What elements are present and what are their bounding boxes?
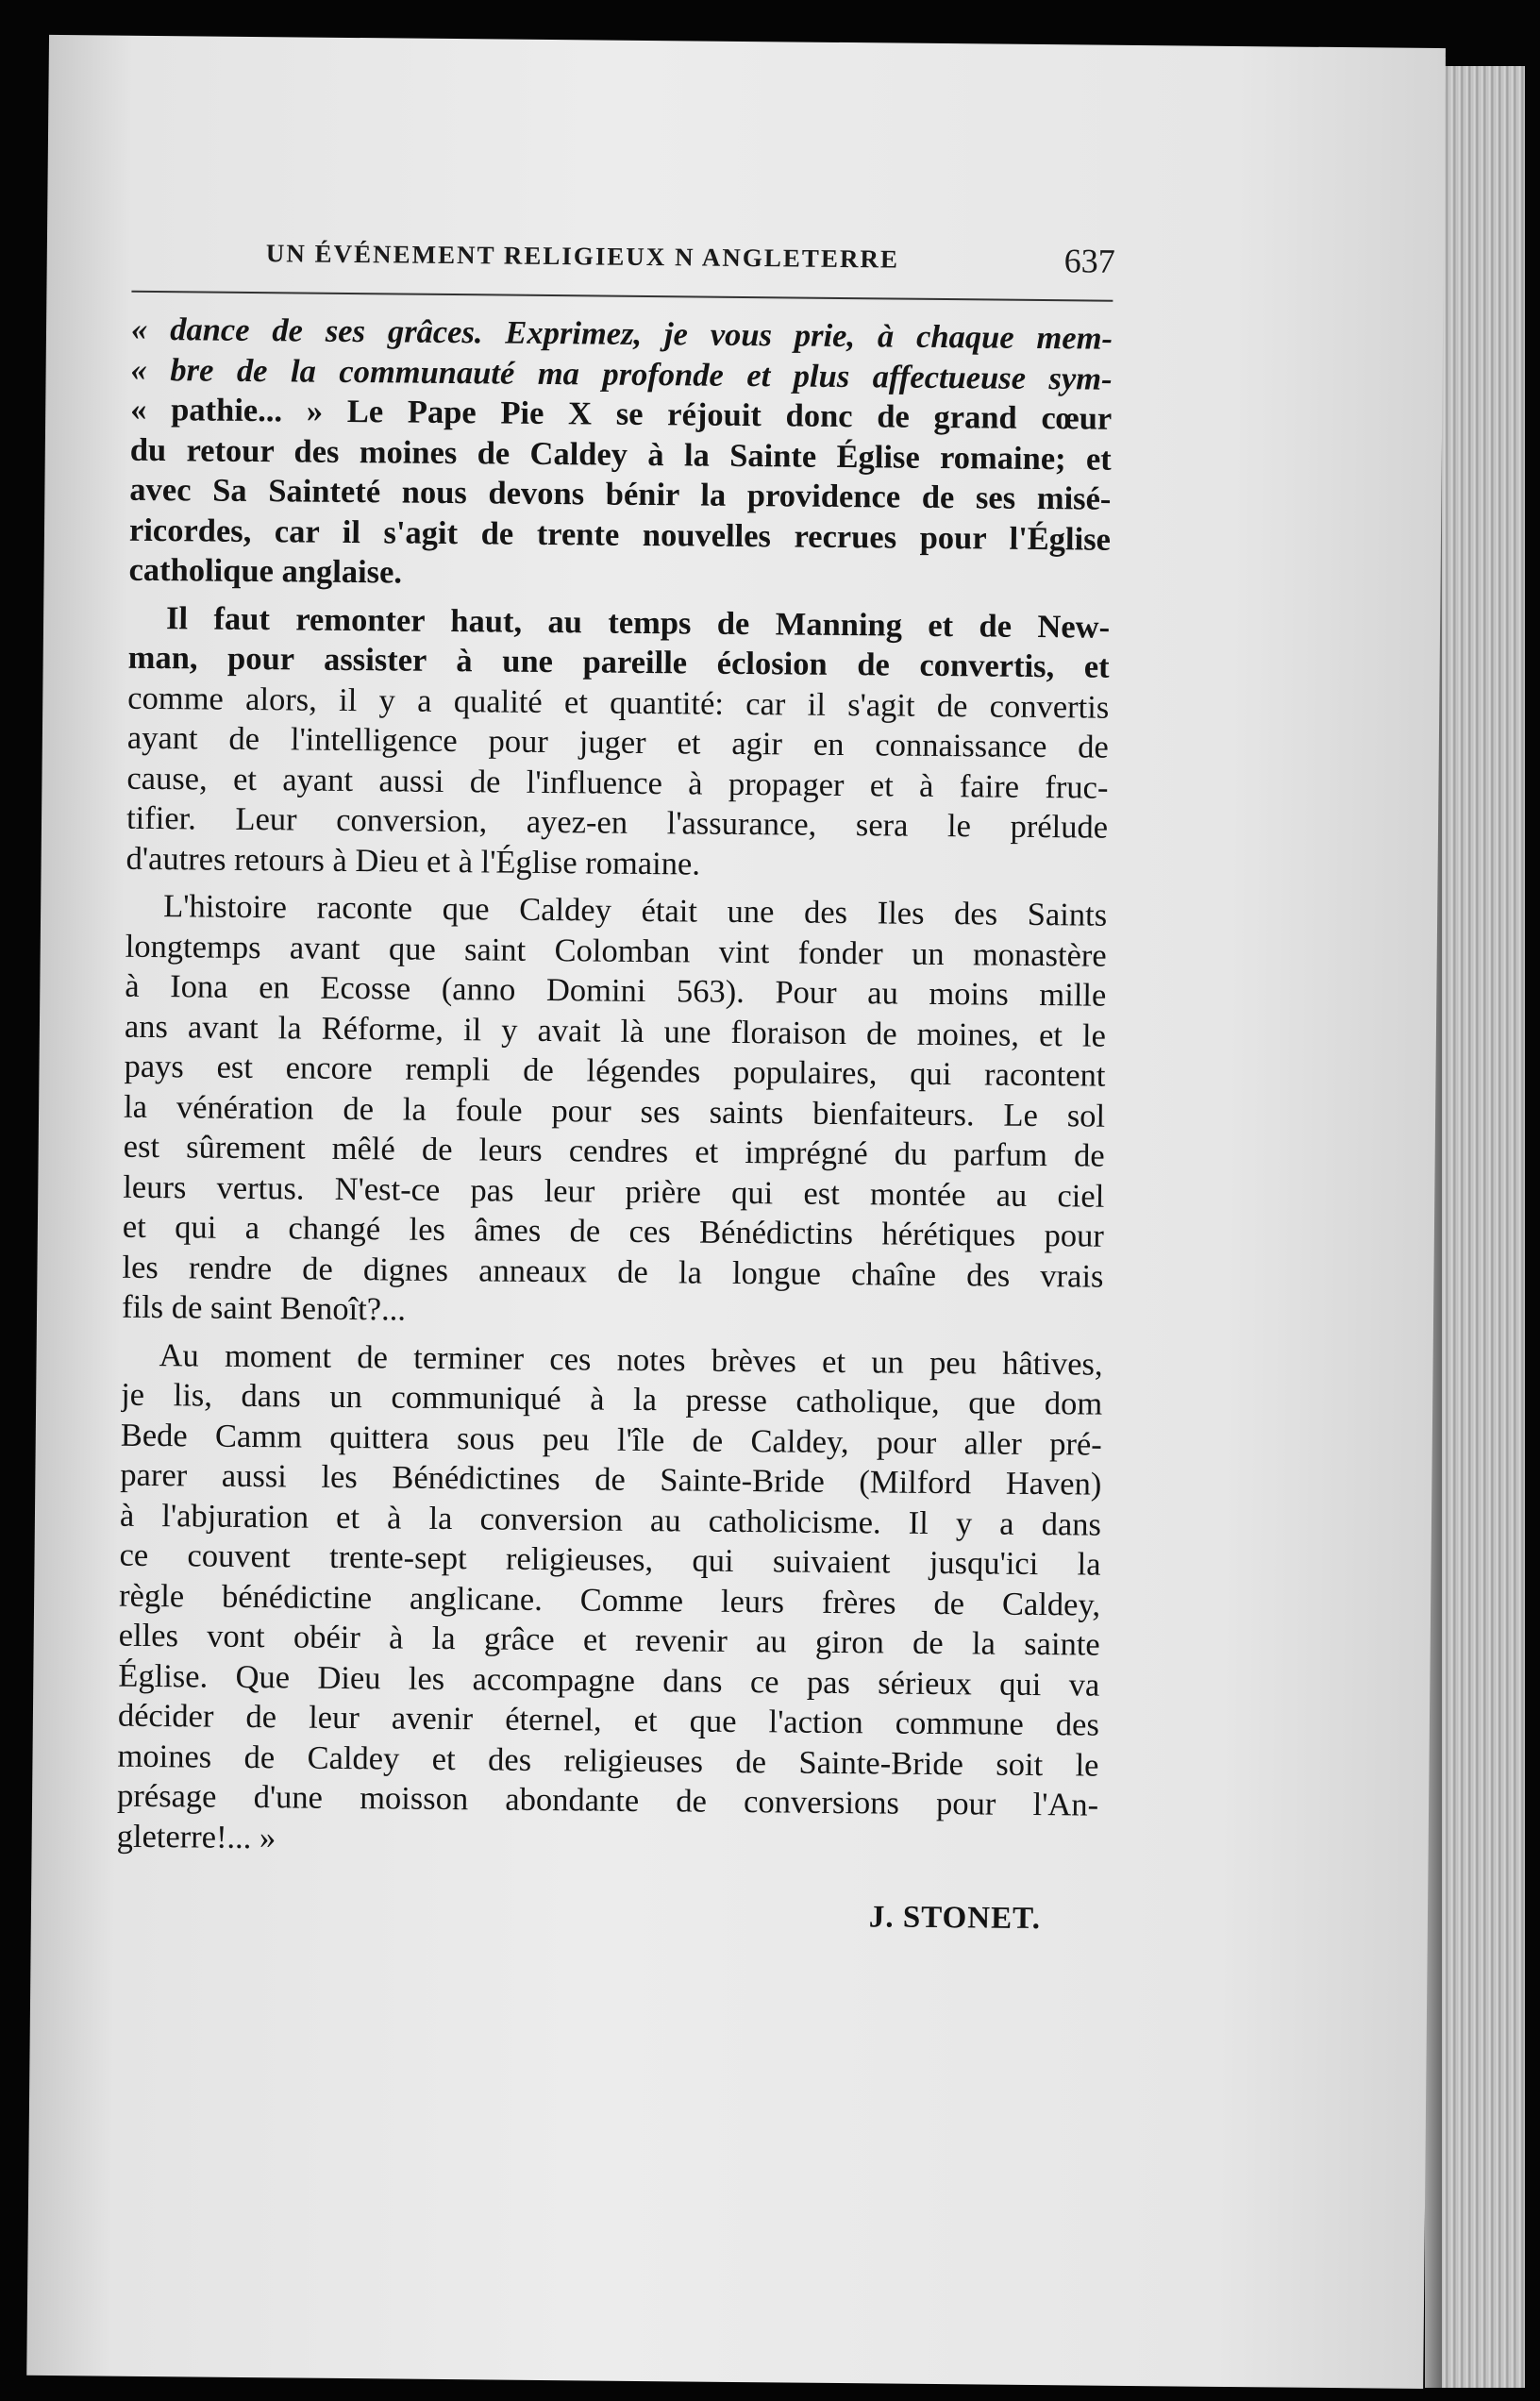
text-line: leurs vertus. N'est-ce pas leur prière qui est montée au ciel <box>123 1168 1105 1215</box>
text-line: moines de Caldey et des religieuses de Sainte-Bride soit le <box>117 1738 1099 1784</box>
text-line: gleterre!... » <box>116 1818 276 1855</box>
text-line: et qui a changé les âmes de ces Bénédictins hérétiques pour <box>122 1208 1105 1254</box>
text-line: règle bénédictine anglicane. Comme leurs frères de Caldey, <box>118 1577 1101 1623</box>
page-header <box>265 233 1115 298</box>
text-line: Église. Que Dieu les accompagne dans ce pas sérieux qui va <box>118 1657 1100 1704</box>
text-line: la vénération de la foule pour ses saints bienfaiteurs. Le sol <box>123 1088 1106 1134</box>
text-line: ricordes, car il s'agit de trente nouvelles recrues pour l'Église <box>128 512 1112 558</box>
text-line: à Iona en Ecosse (anno Domini 563). Pour au moins mille <box>125 967 1107 1014</box>
paragraph-1 <box>128 310 1113 599</box>
text-line: du retour des moines de Caldey à la Sainte Église romaine; et <box>129 431 1112 478</box>
text-line: Bede Camm quittera sous peu l'île de Caldey, pour aller pré- <box>120 1417 1102 1463</box>
book-page <box>26 35 1446 2389</box>
text-line: avec Sa Sainteté nous devons bénir la providence de ses misé- <box>129 471 1112 517</box>
page-edges <box>1442 66 1525 2388</box>
text-line: tifier. Leur conversion, ayez-en l'assurance, sera le prélude <box>126 799 1109 846</box>
text-line: présage d'une moisson abondante de conversions pour l'An- <box>116 1777 1099 1823</box>
text-line: d'autres retours à Dieu et à l'Église romaine. <box>126 840 701 882</box>
running-title: UN ÉVÉNEMENT RELIGIEUX N ANGLETERRE <box>265 239 900 274</box>
text-line: comme alors, il y a qualité et quantité: car il s'agit de convertis <box>127 680 1110 726</box>
text-line: « dance de ses grâces. Exprimez, je vous prie, à chaque mem- <box>130 311 1113 357</box>
text-line: à l'abjuration et à la conversion au catholicisme. Il y a dans <box>119 1497 1102 1543</box>
text-line: ayant de l'intelligence pour juger et agir en connaissance de <box>126 719 1110 765</box>
page-number: 637 <box>1063 242 1115 280</box>
paragraph-3 <box>122 886 1107 1336</box>
text-line: L'histoire raconte que Caldey était une des Iles des Saints <box>162 888 1108 933</box>
text-line: ce couvent trente-sept religieuses, qui suivaient jusqu'ici la <box>119 1536 1101 1583</box>
text-line: décider de leur avenir éternel, et que l'action commune des <box>117 1697 1100 1743</box>
text-line: Au moment de terminer ces notes brèves et un peu hâtives, <box>159 1336 1103 1383</box>
text-line: man, pour assister à une pareille éclosion de convertis, et <box>127 639 1110 685</box>
paragraph-2 <box>126 597 1110 887</box>
text-line: elles vont obéir à la grâce et revenir au giron de la sainte <box>118 1617 1100 1663</box>
text-line: catholique anglaise. <box>128 551 403 591</box>
text-line: est sûrement mêlé de leurs cendres et imprégné du parfum de <box>123 1128 1105 1174</box>
text-line: parer aussi les Bénédictines de Sainte-Bride (Milford Haven) <box>120 1456 1102 1503</box>
paragraph-4 <box>117 1335 1103 1865</box>
text-line: pays est encore rempli de légendes populaires, qui racontent <box>124 1048 1106 1094</box>
text-line: ans avant la Réforme, il y avait là une floraison de moines, et le <box>124 1008 1107 1054</box>
text-line: cause, et ayant aussi de l'influence à propager et à faire fruc- <box>126 760 1109 806</box>
text-line: « bre de la communauté ma profonde et plus affectueuse sym- <box>130 351 1113 397</box>
text-line: longtemps avant que saint Colomban vint fonder un monastère <box>125 928 1107 974</box>
page-body <box>116 310 1113 1939</box>
text-line: je lis, dans un communiqué à la presse catholique, que dom <box>121 1376 1103 1422</box>
text-line: fils de saint Benoît?... <box>121 1288 407 1328</box>
author-signature: J. STONET. <box>868 1900 1042 1937</box>
text-line: les rendre de dignes anneaux de la longue chaîne des vrais <box>122 1249 1104 1295</box>
text-line: Il faut remonter haut, au temps de Manning et de New- <box>165 599 1111 646</box>
text-line: « pathie... » Le Pape Pie X se réjouit donc de grand cœur <box>130 391 1113 437</box>
